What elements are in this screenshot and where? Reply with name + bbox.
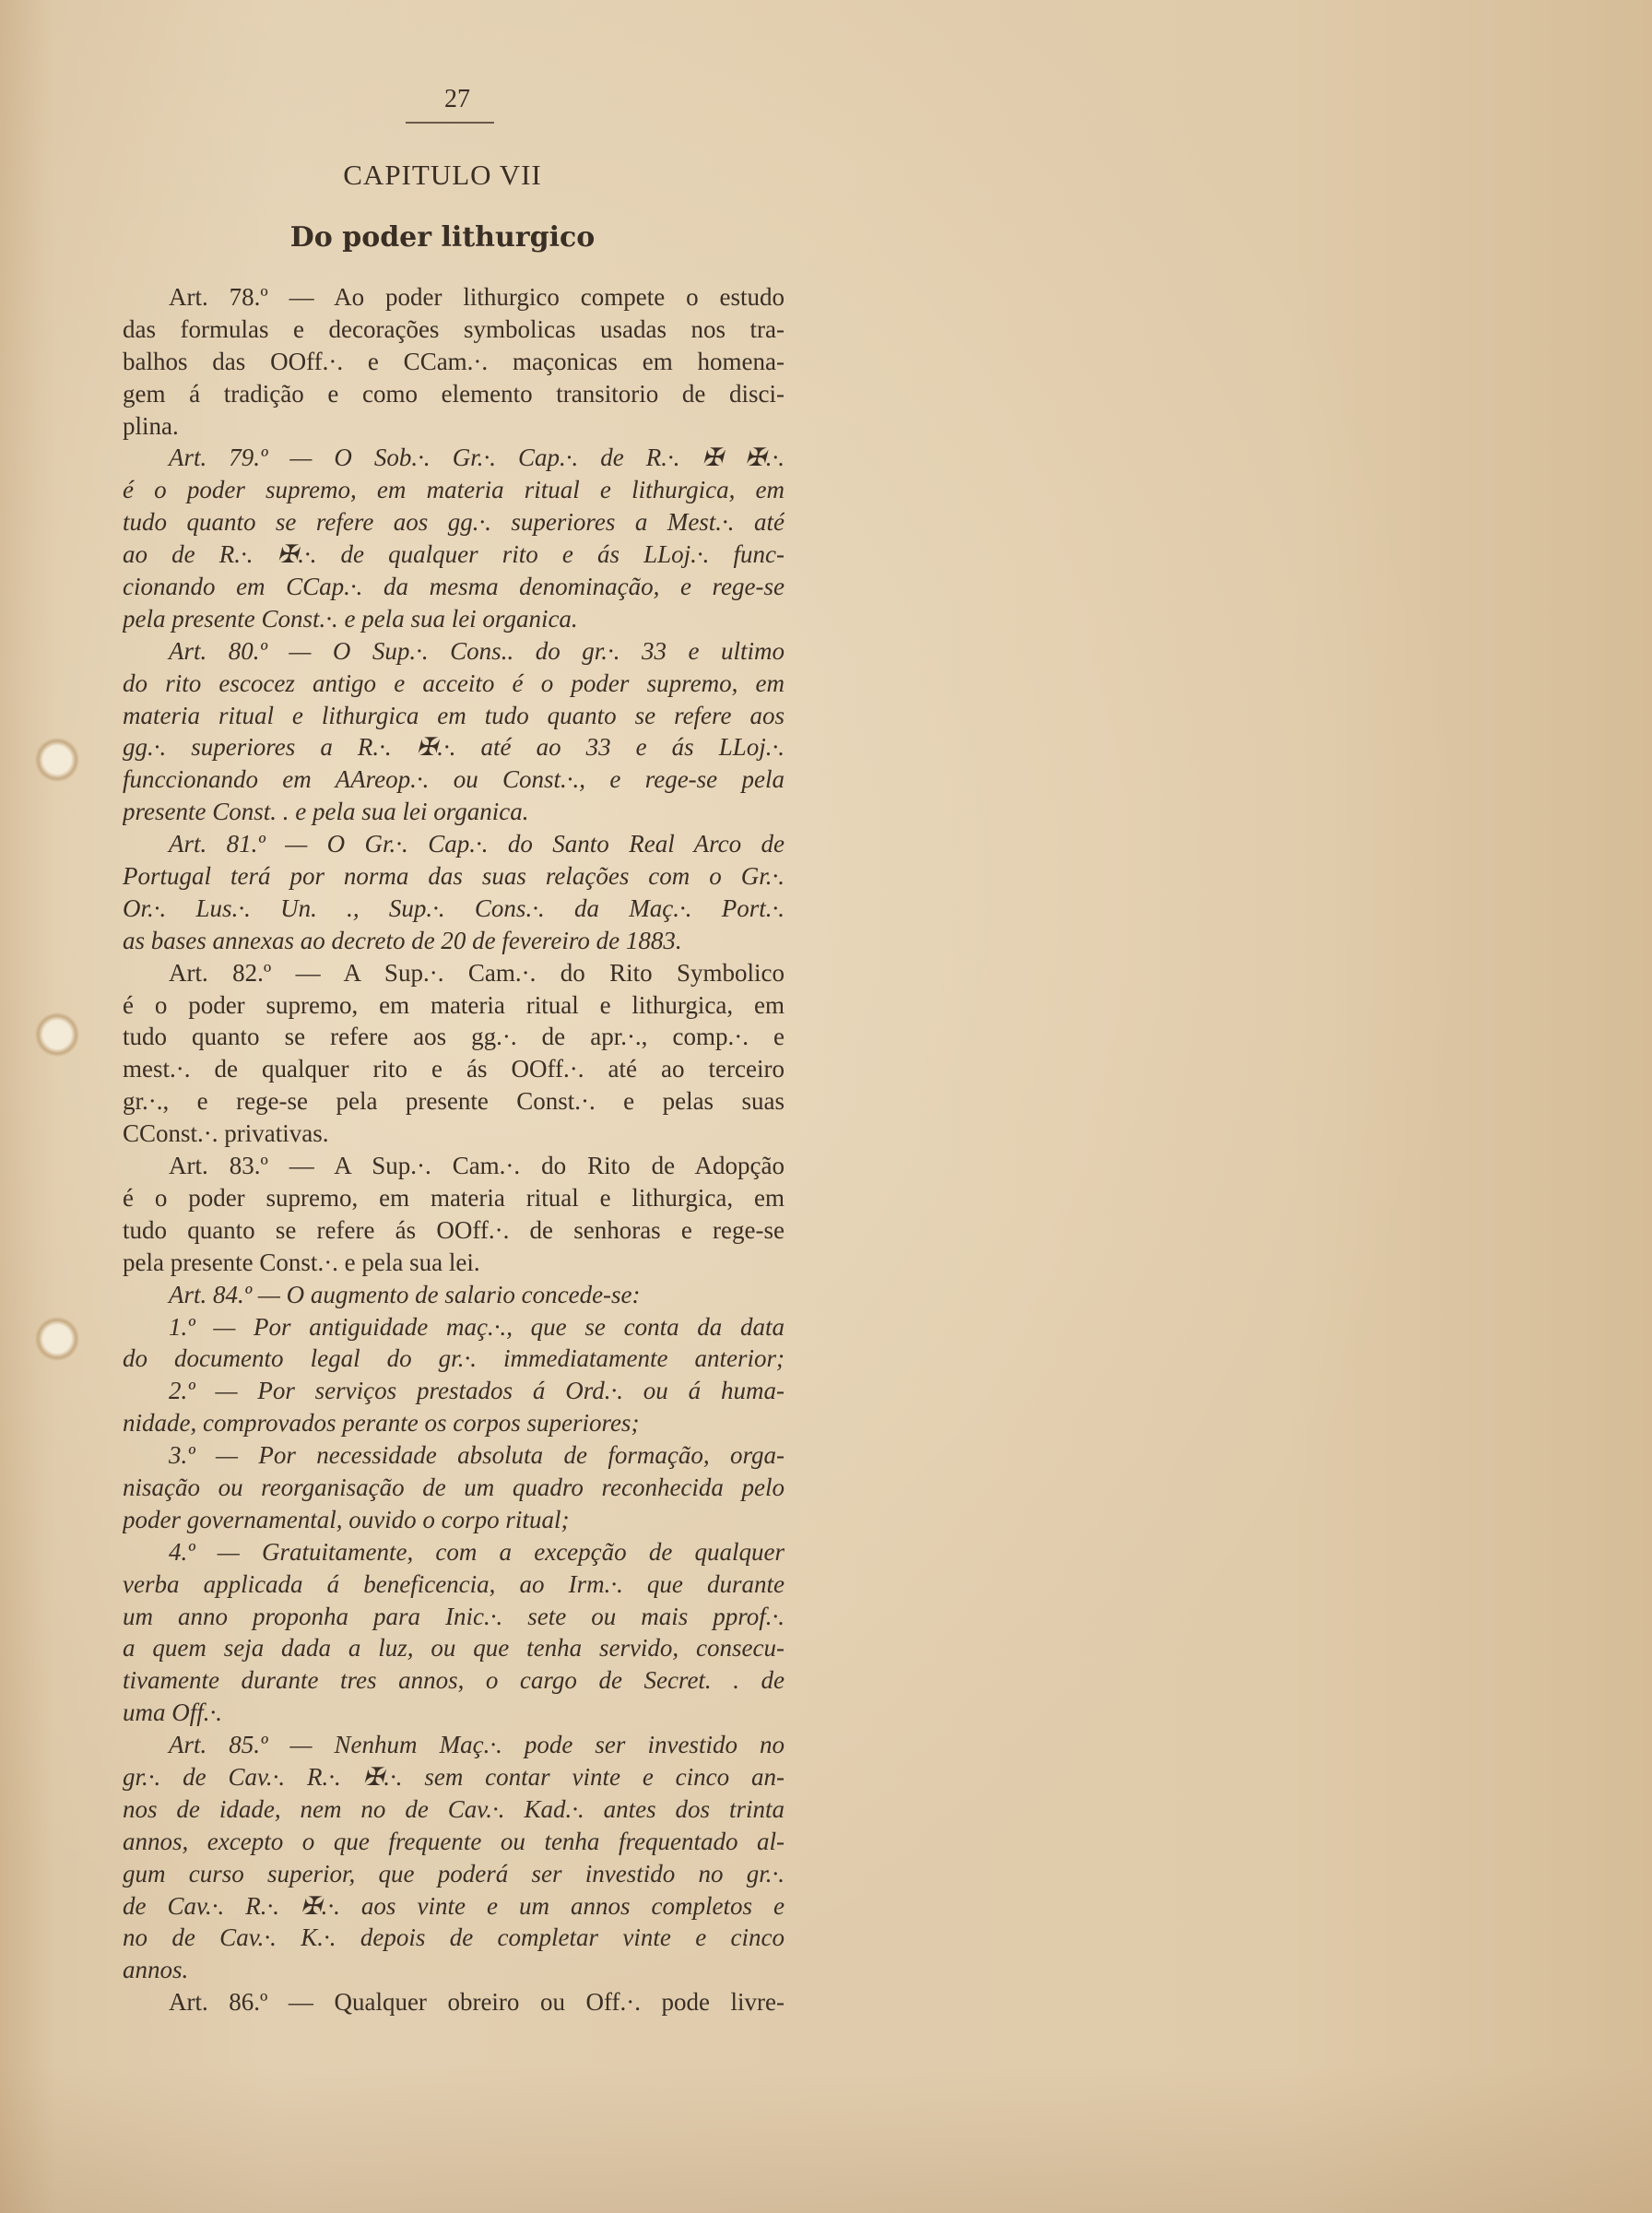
text-line: pela presente Const.·. e pela sua lei. — [123, 1248, 480, 1276]
text-line: é o poder supremo, em materia ritual e lithurgica, em — [123, 1183, 785, 1212]
text-line: CConst.·. privativas. — [123, 1119, 329, 1148]
text-line: gem á tradição e como elemento transitorio de disci- — [123, 379, 785, 408]
text-line: no de Cav.·. K.·. depois de completar vinte e cinco — [123, 1923, 785, 1952]
text-line: Art. 86.º — Qualquer obreiro ou Off.·. pode livre- — [169, 1988, 785, 2017]
text-line: tivamente durante tres annos, o cargo de Secret. . de — [123, 1666, 785, 1695]
page-number-rule — [406, 122, 494, 124]
text-line: gr.·., e rege-se pela presente Const.·. e pelas suas — [123, 1087, 785, 1116]
body-text — [123, 281, 785, 2018]
binding-hole — [35, 738, 79, 782]
text-line: verba applicada á beneficencia, ao Irm.·. que durante — [123, 1569, 785, 1598]
text-line: Art. 79.º — O Sob.·. Gr.·. Cap.·. de R.·. ✠ ✠.·. — [169, 444, 785, 472]
text-line: tudo quanto se refere aos gg.·. de apr.·., comp.·. e — [123, 1023, 785, 1051]
text-line: annos, excepto o que frequente ou tenha frequentado al- — [123, 1827, 785, 1855]
text-line: do rito escocez antigo e acceito é o poder supremo, em — [123, 669, 785, 697]
text-line: ao de R.·. ✠.·. de qualquer rito e ás LLoj.·. func- — [123, 540, 785, 569]
text-line: Art. 85.º — Nenhum Maç.·. pode ser investido no — [169, 1731, 785, 1759]
text-line: funccionando em AAreop.·. ou Const.·., e rege-se pela — [123, 765, 785, 794]
text-line: tudo quanto se refere ás OOff.·. de senhoras e rege-se — [123, 1215, 785, 1244]
text-line: um anno proponha para Inic.·. sete ou mais pprof.·. — [123, 1602, 785, 1630]
text-line: 1.º — Por antiguidade maç.·., que se conta da data — [169, 1312, 785, 1341]
text-line: nos de idade, nem no de Cav.·. Kad.·. antes dos trinta — [123, 1794, 785, 1823]
text-line: a quem seja dada a luz, ou que tenha servido, consecu- — [123, 1634, 785, 1663]
text-line: as bases annexas ao decreto de 20 de fevereiro de 1883. — [123, 926, 682, 954]
text-line: Art. 83.º — A Sup.·. Cam.·. do Rito de Adopção — [169, 1152, 785, 1180]
text-line: balhos das OOff.·. e CCam.·. maçonicas em homena- — [123, 347, 785, 375]
text-line: poder governamental, ouvido o corpo ritual; — [123, 1505, 570, 1533]
text-line: das formulas e decorações symbolicas usadas nos tra- — [123, 314, 785, 343]
text-line: Portugal terá por norma das suas relações com o Gr.·. — [123, 862, 785, 891]
text-line: nisação ou reorganisação de um quadro reconhecida pelo — [123, 1473, 785, 1501]
text-line: gr.·. de Cav.·. R.·. ✠.·. sem contar vinte e cinco an- — [123, 1762, 785, 1791]
text-line: do documento legal do gr.·. immediatamente anterior; — [123, 1344, 785, 1373]
text-line: plina. — [123, 411, 179, 440]
text-line: gum curso superior, que poderá ser investido no gr.·. — [123, 1859, 785, 1888]
text-line: Art. 78.º — Ao poder lithurgico compete o estudo — [169, 283, 785, 311]
text-line: é o poder supremo, em materia ritual e lithurgica, em — [123, 990, 785, 1019]
section-title: Do poder lithurgico — [289, 221, 596, 254]
text-line: presente Const. . e pela sua lei organica. — [123, 798, 529, 826]
text-line: Or.·. Lus.·. Un. ., Sup.·. Cons.·. da Maç.·. Port.·. — [123, 893, 785, 922]
chapter-title: CAPITULO VII — [343, 159, 542, 191]
text-line: é o poder supremo, em materia ritual e lithurgica, em — [123, 476, 785, 504]
text-line: tudo quanto se refere aos gg.·. superiores a Mest.·. até — [123, 508, 785, 537]
text-line: 4.º — Gratuitamente, com a excepção de qualquer — [169, 1537, 785, 1566]
text-line: 3.º — Por necessidade absoluta de formação, orga- — [169, 1441, 785, 1470]
text-line: cionando em CCap.·. da mesma denominação, e rege-se — [123, 573, 785, 601]
text-line: mest.·. de qualquer rito e ás OOff.·. até ao terceiro — [123, 1055, 785, 1083]
text-line: nidade, comprovados perante os corpos superiores; — [123, 1409, 640, 1438]
binding-hole — [35, 1012, 79, 1057]
text-line: Art. 84.º — O augmento de salario concede-se: — [169, 1280, 641, 1308]
text-line: 2.º — Por serviços prestados á Ord.·. ou á huma- — [169, 1377, 785, 1405]
text-line: annos. — [123, 1956, 189, 1984]
text-line: Art. 81.º — O Gr.·. Cap.·. do Santo Real Arco de — [169, 830, 785, 858]
text-line: materia ritual e lithurgica em tudo quanto se refere aos — [123, 701, 785, 729]
page-number: 27 — [444, 85, 470, 113]
text-line: gg.·. superiores a R.·. ✠.·. até ao 33 e ás LLoj.·. — [123, 733, 785, 762]
text-line: uma Off.·. — [123, 1698, 222, 1727]
text-line: Art. 80.º — O Sup.·. Cons.. do gr.·. 33 e ultimo — [169, 636, 785, 665]
binding-hole — [35, 1317, 79, 1361]
text-line: Art. 82.º — A Sup.·. Cam.·. do Rito Symbolico — [169, 958, 785, 987]
text-line: de Cav.·. R.·. ✠.·. aos vinte e um annos completos e — [123, 1891, 785, 1920]
text-line: pela presente Const.·. e pela sua lei organica. — [123, 604, 578, 633]
